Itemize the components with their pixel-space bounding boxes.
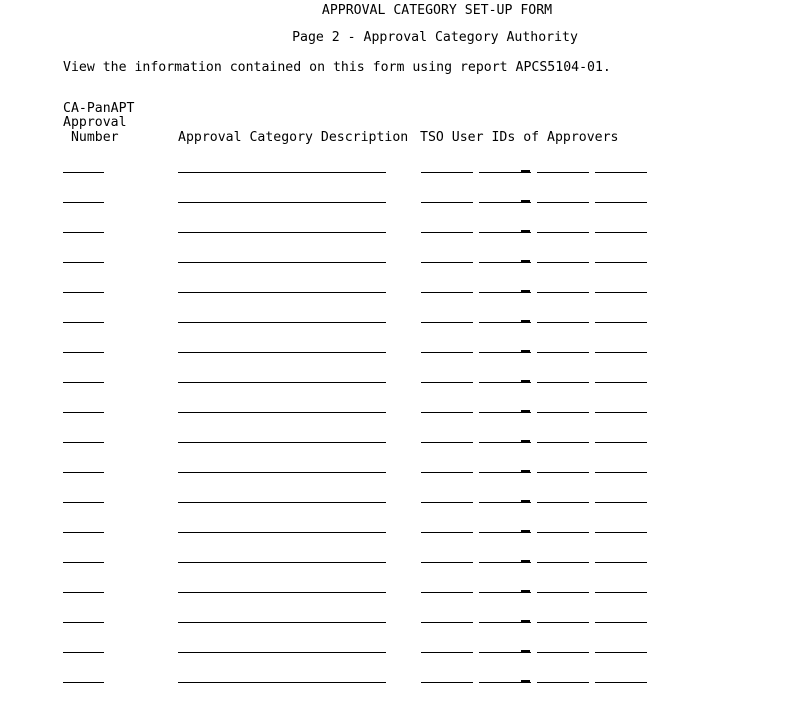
tso-user-id-field[interactable] — [537, 622, 589, 623]
ink-mark — [521, 230, 530, 233]
approval-number-field[interactable] — [63, 562, 104, 563]
tso-user-id-field[interactable] — [537, 382, 589, 383]
ink-mark — [521, 530, 530, 533]
approval-category-description-field[interactable] — [178, 382, 386, 383]
ink-mark — [521, 410, 530, 413]
approval-category-description-field[interactable] — [178, 442, 386, 443]
tso-user-id-field[interactable] — [421, 592, 473, 593]
approval-category-description-field[interactable] — [178, 322, 386, 323]
approval-number-field[interactable] — [63, 352, 104, 353]
tso-user-id-field[interactable] — [479, 592, 531, 593]
approval-category-description-field[interactable] — [178, 412, 386, 413]
table-row — [0, 159, 804, 173]
approval-number-field[interactable] — [63, 652, 104, 653]
tso-user-id-field[interactable] — [537, 262, 589, 263]
ink-mark — [521, 620, 530, 623]
tso-user-id-field[interactable] — [479, 382, 531, 383]
column-header-number-line2: Approval — [63, 115, 127, 130]
tso-user-id-field[interactable] — [595, 202, 647, 203]
tso-user-id-field[interactable] — [479, 502, 531, 503]
tso-user-id-field[interactable] — [595, 412, 647, 413]
tso-user-id-field[interactable] — [479, 262, 531, 263]
approval-number-field[interactable] — [63, 622, 104, 623]
tso-user-id-field[interactable] — [421, 682, 473, 683]
tso-user-id-field[interactable] — [421, 472, 473, 473]
table-row — [0, 579, 804, 593]
ink-mark — [521, 590, 530, 593]
approval-number-field[interactable] — [63, 472, 104, 473]
approval-category-description-field[interactable] — [178, 592, 386, 593]
tso-user-id-field[interactable] — [537, 442, 589, 443]
tso-user-id-field[interactable] — [595, 682, 647, 683]
tso-user-id-field[interactable] — [537, 592, 589, 593]
table-row — [0, 189, 804, 203]
approval-number-field[interactable] — [63, 202, 104, 203]
tso-user-id-field[interactable] — [479, 622, 531, 623]
table-row — [0, 519, 804, 533]
approval-category-description-field[interactable] — [178, 202, 386, 203]
ink-mark — [521, 320, 530, 323]
tso-user-id-field[interactable] — [537, 292, 589, 293]
tso-user-id-field[interactable] — [537, 202, 589, 203]
ink-mark — [521, 680, 530, 683]
ink-mark — [521, 200, 530, 203]
tso-user-id-field[interactable] — [595, 652, 647, 653]
tso-user-id-field[interactable] — [479, 682, 531, 683]
column-header-description: Approval Category Description — [178, 130, 409, 145]
tso-user-id-field[interactable] — [421, 352, 473, 353]
approval-number-field[interactable] — [63, 502, 104, 503]
approval-number-field[interactable] — [63, 172, 104, 173]
approval-number-field[interactable] — [63, 382, 104, 383]
approval-number-field[interactable] — [63, 412, 104, 413]
tso-user-id-field[interactable] — [537, 682, 589, 683]
tso-user-id-field[interactable] — [421, 172, 473, 173]
tso-user-id-field[interactable] — [421, 532, 473, 533]
tso-user-id-field[interactable] — [479, 232, 531, 233]
tso-user-id-field[interactable] — [421, 412, 473, 413]
tso-user-id-field[interactable] — [595, 472, 647, 473]
tso-user-id-field[interactable] — [537, 472, 589, 473]
tso-user-id-field[interactable] — [421, 622, 473, 623]
approval-category-description-field[interactable] — [178, 652, 386, 653]
tso-user-id-field[interactable] — [595, 292, 647, 293]
tso-user-id-field[interactable] — [479, 472, 531, 473]
ink-mark — [521, 380, 530, 383]
approval-category-description-field[interactable] — [178, 262, 386, 263]
tso-user-id-field[interactable] — [595, 382, 647, 383]
tso-user-id-field[interactable] — [537, 532, 589, 533]
tso-user-id-field[interactable] — [595, 232, 647, 233]
tso-user-id-field[interactable] — [479, 532, 531, 533]
approval-category-description-field[interactable] — [178, 532, 386, 533]
tso-user-id-field[interactable] — [421, 652, 473, 653]
approval-category-description-field[interactable] — [178, 172, 386, 173]
tso-user-id-field[interactable] — [537, 352, 589, 353]
tso-user-id-field[interactable] — [421, 502, 473, 503]
tso-user-id-field[interactable] — [479, 202, 531, 203]
ink-mark — [521, 650, 530, 653]
tso-user-id-field[interactable] — [479, 322, 531, 323]
column-header-tso-user-ids: TSO User IDs of Approvers — [420, 130, 619, 145]
approval-category-description-field[interactable] — [178, 352, 386, 353]
tso-user-id-field[interactable] — [479, 442, 531, 443]
approval-category-description-field[interactable] — [178, 232, 386, 233]
approval-category-description-field[interactable] — [178, 472, 386, 473]
table-row — [0, 459, 804, 473]
ink-mark — [521, 440, 530, 443]
approval-number-field[interactable] — [63, 532, 104, 533]
ink-mark — [521, 290, 530, 293]
approval-number-field[interactable] — [63, 262, 104, 263]
table-row — [0, 309, 804, 323]
table-row — [0, 489, 804, 503]
ink-mark — [521, 260, 530, 263]
table-row — [0, 249, 804, 263]
table-row — [0, 399, 804, 413]
table-row — [0, 549, 804, 563]
tso-user-id-field[interactable] — [479, 652, 531, 653]
tso-user-id-field[interactable] — [421, 562, 473, 563]
approval-number-field[interactable] — [63, 682, 104, 683]
tso-user-id-field[interactable] — [479, 412, 531, 413]
tso-user-id-field[interactable] — [537, 562, 589, 563]
tso-user-id-field[interactable] — [479, 292, 531, 293]
tso-user-id-field[interactable] — [537, 322, 589, 323]
tso-user-id-field[interactable] — [595, 622, 647, 623]
approval-number-field[interactable] — [63, 232, 104, 233]
tso-user-id-field[interactable] — [595, 532, 647, 533]
approval-category-description-field[interactable] — [178, 682, 386, 683]
ink-mark — [521, 500, 530, 503]
ink-mark — [521, 170, 530, 173]
table-row — [0, 639, 804, 653]
approval-category-description-field[interactable] — [178, 562, 386, 563]
tso-user-id-field[interactable] — [421, 202, 473, 203]
table-row — [0, 669, 804, 683]
approval-number-field[interactable] — [63, 322, 104, 323]
tso-user-id-field[interactable] — [595, 502, 647, 503]
page-title: APPROVAL CATEGORY SET-UP FORM — [321, 3, 553, 18]
tso-user-id-field[interactable] — [421, 292, 473, 293]
tso-user-id-field[interactable] — [421, 262, 473, 263]
tso-user-id-field[interactable] — [537, 232, 589, 233]
approval-category-description-field[interactable] — [178, 502, 386, 503]
table-row — [0, 279, 804, 293]
tso-user-id-field[interactable] — [479, 562, 531, 563]
tso-user-id-field[interactable] — [595, 442, 647, 443]
table-row — [0, 339, 804, 353]
approval-number-field[interactable] — [63, 592, 104, 593]
ink-mark — [521, 470, 530, 473]
tso-user-id-field[interactable] — [595, 562, 647, 563]
tso-user-id-field[interactable] — [595, 172, 647, 173]
tso-user-id-field[interactable] — [537, 412, 589, 413]
table-row — [0, 609, 804, 623]
page-subtitle: Page 2 - Approval Category Authority — [292, 30, 578, 45]
tso-user-id-field[interactable] — [421, 232, 473, 233]
tso-user-id-field[interactable] — [537, 652, 589, 653]
table-row — [0, 369, 804, 383]
approval-number-field[interactable] — [63, 292, 104, 293]
tso-user-id-field[interactable] — [595, 262, 647, 263]
table-row — [0, 429, 804, 443]
ink-mark — [521, 560, 530, 563]
tso-user-id-field[interactable] — [421, 382, 473, 383]
instruction-text: View the information contained on this form using report APCS5104-01. — [63, 60, 611, 75]
tso-user-id-field[interactable] — [421, 442, 473, 443]
tso-user-id-field[interactable] — [595, 352, 647, 353]
approval-category-description-field[interactable] — [178, 292, 386, 293]
column-header-number-line3: Number — [63, 130, 119, 145]
tso-user-id-field[interactable] — [479, 172, 531, 173]
tso-user-id-field[interactable] — [479, 352, 531, 353]
table-row — [0, 219, 804, 233]
column-header-number-line1: CA-PanAPT — [63, 101, 135, 116]
tso-user-id-field[interactable] — [595, 322, 647, 323]
approval-category-description-field[interactable] — [178, 622, 386, 623]
approval-number-field[interactable] — [63, 442, 104, 443]
tso-user-id-field[interactable] — [537, 172, 589, 173]
tso-user-id-field[interactable] — [537, 502, 589, 503]
tso-user-id-field[interactable] — [595, 592, 647, 593]
tso-user-id-field[interactable] — [421, 322, 473, 323]
ink-mark — [521, 350, 530, 353]
